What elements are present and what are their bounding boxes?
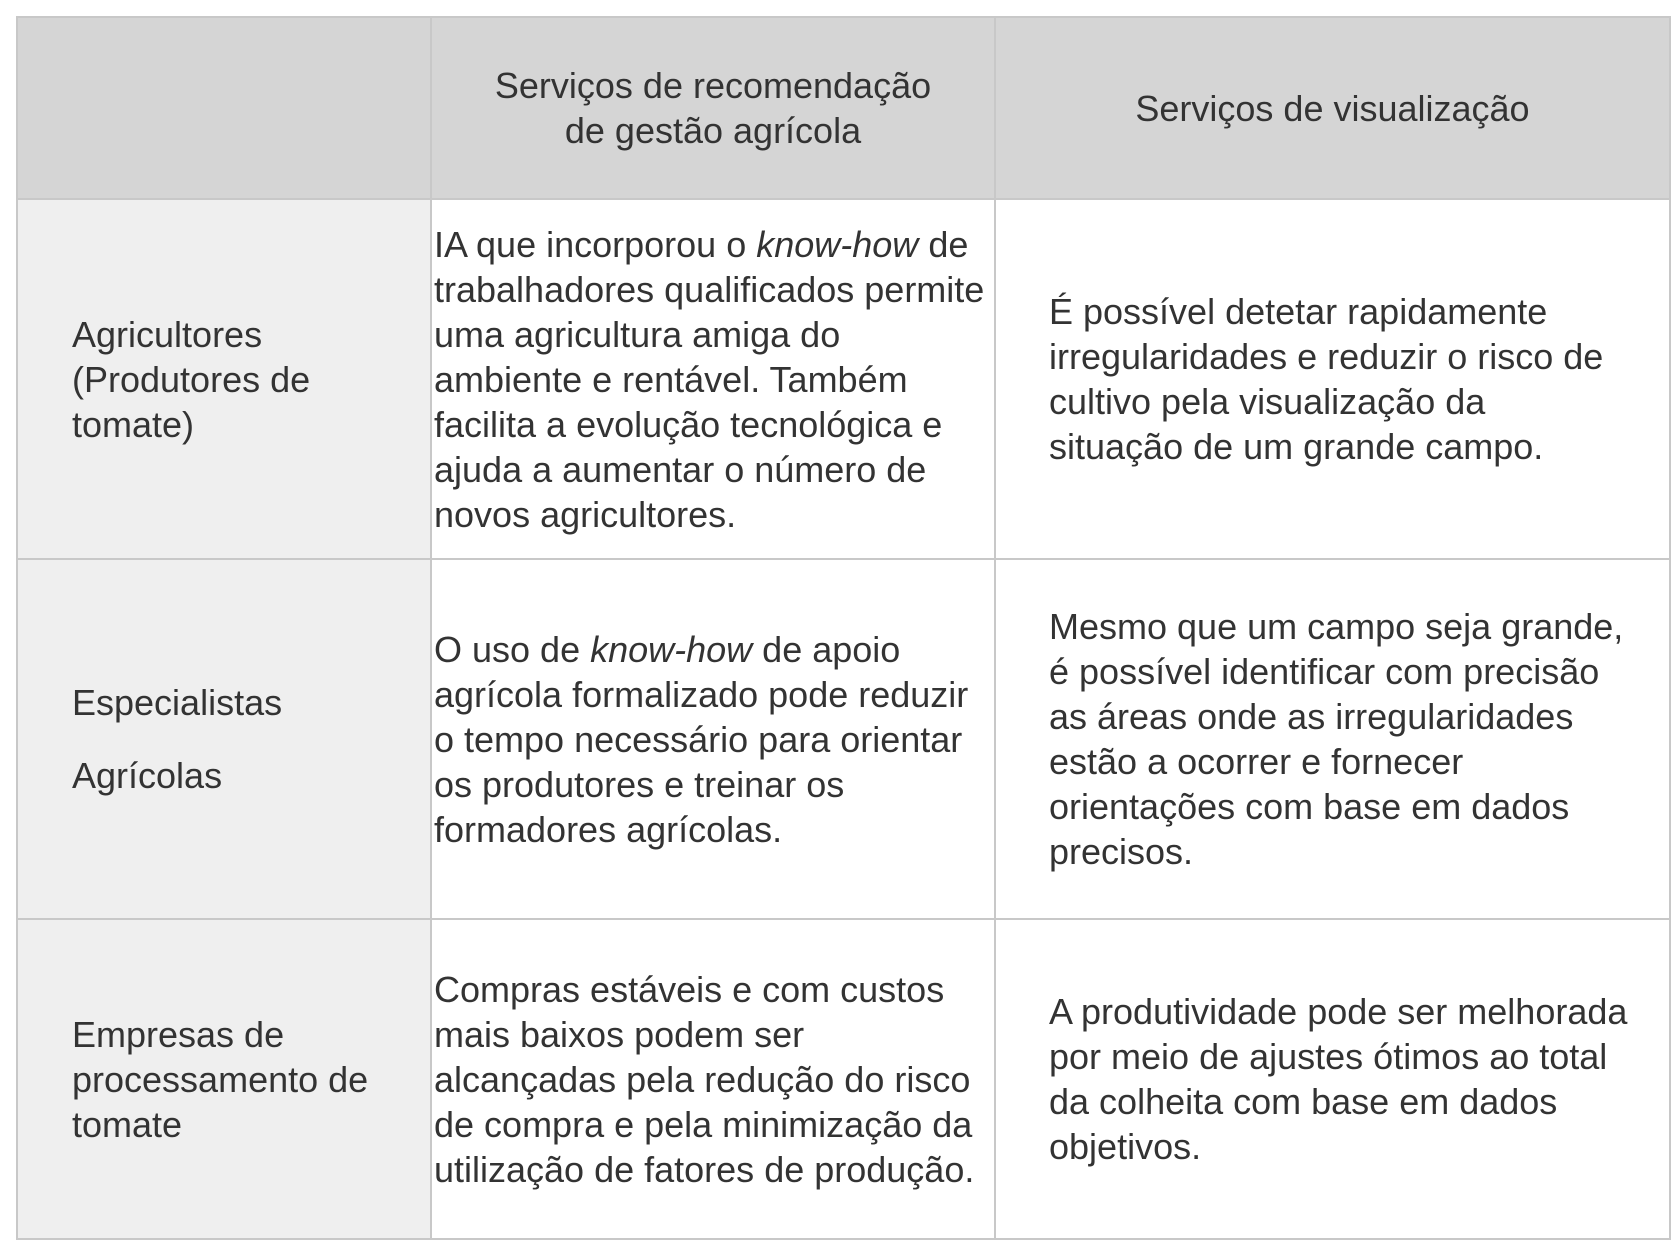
cell-farmers-visualization: É possível detetar rapidamente irregularidades e reduzir o risco de cultivo pela visualização da situação de um grande campo. <box>995 199 1670 559</box>
row-header-farmers: Agricultores (Produtores de tomate) <box>17 199 431 559</box>
cell-text-italic: know-how <box>756 223 919 265</box>
row-header-tomato-processing-companies: Empresas de processamento de tomate <box>17 919 431 1239</box>
table-row <box>17 199 1670 559</box>
table-row <box>17 919 1670 1239</box>
row-header-agricultural-specialists <box>17 559 431 919</box>
table-row <box>17 559 1670 919</box>
header-recommendation-services: Serviços de recomendação de gestão agrícola <box>431 17 995 199</box>
header-row <box>17 17 1670 199</box>
services-comparison-table <box>16 16 1671 1240</box>
header-visualization-services: Serviços de visualização <box>995 17 1670 199</box>
cell-text-after: de trabalhadores qualificados permite uma agricultura amiga do ambiente e rentável. Também facilita a evolução tecnológica e ajuda a aumentar o número de novos agricultores. <box>434 223 985 535</box>
cell-text-italic: know-how <box>590 628 753 670</box>
row-header-line: Agrícolas <box>72 755 223 796</box>
cell-farmers-recommendation <box>431 199 995 559</box>
cell-text-after: de apoio agrícola formalizado pode reduzir o tempo necessário para orientar os produtores e treinar os formadores agrícolas. <box>434 628 969 850</box>
row-header-line: Especialistas <box>72 682 283 723</box>
header-empty-cell <box>17 17 431 199</box>
cell-text-before: O uso de <box>434 628 591 670</box>
cell-text-before: IA que incorporou o <box>434 223 757 265</box>
table-body <box>17 199 1670 1239</box>
table-header <box>17 17 1670 199</box>
cell-companies-visualization: A produtividade pode ser melhorada por meio de ajustes ótimos ao total da colheita com base em dados objetivos. <box>995 919 1670 1239</box>
cell-specialists-recommendation <box>431 559 995 919</box>
cell-specialists-visualization: Mesmo que um campo seja grande, é possível identificar com precisão as áreas onde as irregularidades estão a ocorrer e fornecer orientações com base em dados precisos. <box>995 559 1670 919</box>
cell-companies-recommendation: Compras estáveis e com custos mais baixos podem ser alcançadas pela redução do risco de compra e pela minimização da utilização de fatores de produção. <box>431 919 995 1239</box>
